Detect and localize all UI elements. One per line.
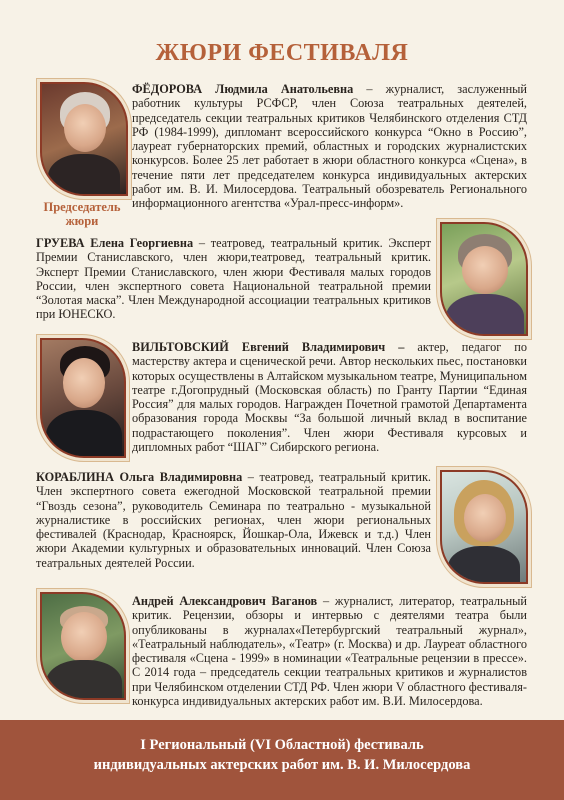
footer-line-2: индивидуальных актерских работ им. В. И. Милосердова bbox=[93, 757, 471, 773]
juror-bio-viltovsky bbox=[132, 340, 527, 454]
juror-name: КОРАБЛИНА Ольга Владимировна bbox=[36, 470, 243, 484]
juror-name: ГРУЕВА Елена Георгиевна bbox=[36, 236, 194, 250]
juror-description: – журналист, заслуженный работник культуры РСФСР, член Союза театральных деятелей, председатель секции театральных критиков Челябинского отделения СТД РФ (1984-1999), дипломант всероссийского конкурса “Окно в Россию”, лауреат губернаторских премий, областных и городских журналистских конкурсов. Более 25 лет работает в жюри областного конкурса «Сцена», в течение пяти лет председателем конкурса индивидуальных актерских работ им. В. И. Милосердова. Театральный обозреватель Регионального информационного агентства «Урал-пресс-информ». bbox=[132, 82, 528, 211]
juror-bio-vaganov bbox=[132, 594, 527, 708]
festival-footer bbox=[0, 720, 564, 800]
juror-description: – театровед, театральный критик. Эксперт Премии Станиславского, член жюри,театровед, театральный критик. Эксперт Премии Станиславского, член жюри Фестиваля малых городов России, член экспертного совета Национальной театральной премии “Золотая маска”. Член Международной ассоциации театральных критиков при ЮНЕСКО. bbox=[36, 236, 432, 322]
juror-description: – театровед, театральный критик. Член экспертного совета ежегодной Московской театральной премии “Гвоздь сезона”, руководитель Семинара по театрально - музыкальной журналистике в российских регионах, член жюри региональных фестивалей (Краснодар, Красноярск, Йошкар-Ола, Ижевск и т.д.) Член жюри Академии культурных и образовательных инноваций. Член Союза театральных деятелей России. bbox=[36, 470, 431, 570]
juror-photo-viltovsky bbox=[40, 338, 126, 458]
footer-line-1: I Региональный (VI Областной) фестиваль bbox=[140, 737, 424, 753]
juror-photo-fedorova bbox=[40, 82, 128, 196]
juror-bio-grueva bbox=[36, 236, 431, 322]
chair-caption: Председатель жюри bbox=[43, 200, 121, 228]
juror-photo-korablina bbox=[440, 470, 528, 584]
juror-name: ФЁДОРОВА Людмила Анатольевна bbox=[132, 82, 354, 96]
juror-description: актер, педагог по мастерству актера и сценической речи. Автор нескольких пьес, постановки которых осуществлены в Алтайском музыкальном театре, Муниципальном театре г.Догопрудный (Московская область) по Гранту Партии “Единая Россия” для малых городов. Награжден Почетной грамотой Департамента образования города Москвы “За большой личный вклад в воспитание подрастающего поколения”. Член жюри Фестиваля курсовых и дипломных работ “ШАГ” Сибирского региона. bbox=[132, 340, 527, 455]
juror-name: ВИЛЬТОВСКИЙ Евгений Владимирович – bbox=[132, 340, 405, 354]
page-title: ЖЮРИ ФЕСТИВАЛЯ bbox=[155, 40, 409, 66]
juror-bio-korablina bbox=[36, 470, 431, 570]
juror-bio-fedorova bbox=[132, 82, 527, 211]
juror-description: – журналист, литератор, театральный критик. Рецензии, обзоры и интервью с деятелями театра были опубликованы в журналах«Петербургский театральный журнал», «Театральный наблюдатель», «Театр» (г. Москва) и др. Лауреат областного фестиваля «Сцена - 1999» в номинации «Театральные рецензии в прессе». С 2014 года – председатель секции театральных критиков и журналистов при Челябинском отделении СТД РФ. Член жюри V областного фестиваля-конкурса индивидуальных актерских работ им. В.И. Милосердова. bbox=[132, 594, 527, 709]
juror-name: Андрей Александрович Ваганов bbox=[132, 594, 318, 608]
juror-photo-grueva bbox=[440, 222, 528, 336]
juror-photo-vaganov bbox=[40, 592, 126, 700]
